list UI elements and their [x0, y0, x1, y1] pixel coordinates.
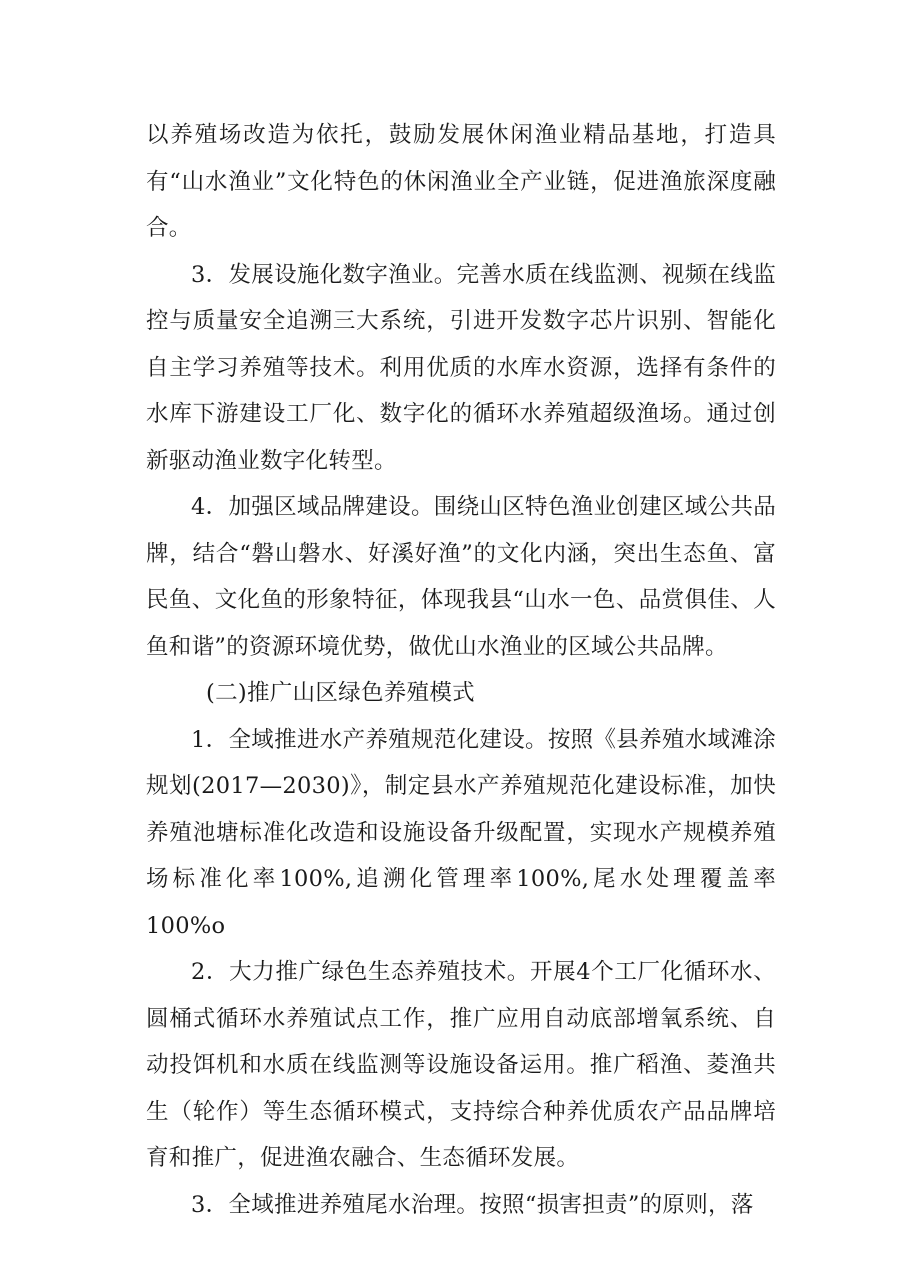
paragraph-item-2-eco-farming: 2．大力推广绿色生态养殖技术。开展4个工厂化循环水、圆桶式循环水养殖试点工作，推广应用自动底部增氧系统、自动投饵机和水质在线监测等设施设备运用。推广稻渔、菱渔共生（轮作）等生态循环模式，支持综合种养优质农产品品牌培育和推广，促进渔农融合、生态循环发展。: [146, 959, 776, 1171]
document-body: [146, 112, 776, 1228]
section-heading-green-farming: (二)推广山区绿色养殖模式: [206, 680, 475, 706]
paragraph-item-3-tailwater: 3．全域推进养殖尾水治理。按照“损害担责”的原则，落: [191, 1191, 754, 1218]
paragraph-item-3-digital-fishery: 3．发展设施化数字渔业。完善水质在线监测、视频在线监控与质量安全追溯三大系统，引进开发数字芯片识别、智能化自主学习养殖等技术。利用优质的水库水资源，选择有条件的水库下游建设工厂化、数字化的循环水养殖超级渔场。通过创新驱动渔业数字化转型。: [146, 261, 776, 474]
paragraph-continuation: 以养殖场改造为依托，鼓励发展休闲渔业精品基地，打造具有“山水渔业”文化特色的休闲渔业全产业链，促进渔旅深度融合。: [146, 122, 776, 241]
paragraph-item-1-standardization: 1．全域推进水产养殖规范化建设。按照《县养殖水域滩涂规划(2017—2030)》，制定县水产养殖规范化建设标准，加快养殖池塘标准化改造和设施设备升级配置，实现水产规模养殖场标准化率100%,追溯化管理率100%,尾水处理覆盖率100%o: [146, 726, 776, 939]
paragraph-item-4-regional-brand: 4．加强区域品牌建设。围绕山区特色渔业创建区域公共品牌，结合“磐山磐水、好溪好渔”的文化内涵，突出生态鱼、富民鱼、文化鱼的形象特征，体现我县“山水一色、品赏俱佳、人鱼和谐”的资源环境优势，做优山水渔业的区域公共品牌。: [146, 494, 776, 660]
